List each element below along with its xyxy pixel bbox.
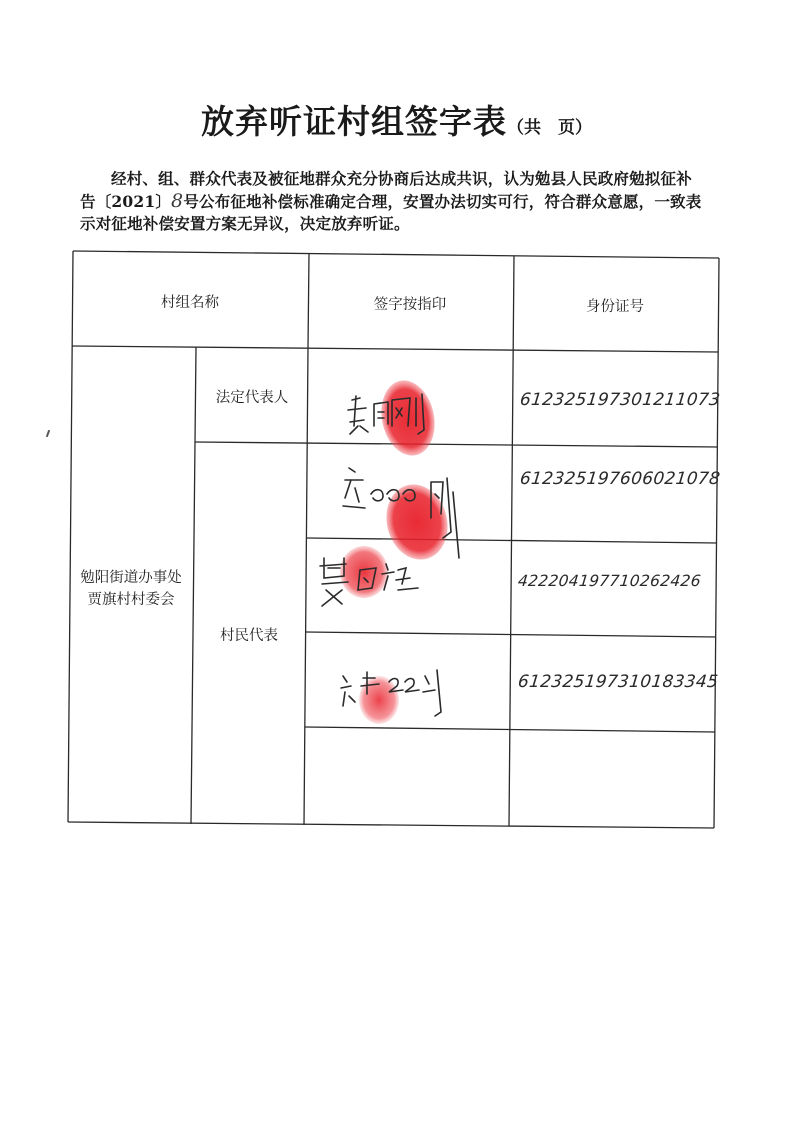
signature-fingerprint-row-1 — [330, 368, 450, 468]
id-number-row-1: 612325197301211073 — [518, 390, 722, 410]
village-name-line-2: 贾旗村村委会 — [87, 592, 175, 608]
signature-fingerprint-row-3 — [310, 540, 450, 630]
intro-line-1: 经村、组、群众代表及被征地群众充分协商后达成共识，认为勉县人民政府勉拟征补 — [111, 169, 692, 188]
signature-fingerprint-row-4 — [335, 652, 455, 732]
role-legal-representative: 法定代表人 — [215, 390, 289, 406]
handwritten-number: 8 — [171, 190, 184, 212]
id-number-row-3: 422204197710262426 — [517, 572, 702, 590]
title-page-count: （共 页） — [507, 118, 592, 138]
intro-line-2-end: 号公布征地补偿标准确定合理，安置办法切实可行，符合群众意愿，一致表 — [183, 192, 702, 211]
header-id-number: 身份证号 — [586, 299, 644, 315]
village-name-line-1: 勉阳街道办事处 — [80, 570, 182, 586]
title-main: 放弃听证村组签字表 — [201, 102, 507, 141]
intro-line-2-start: 告〔2021〕 — [80, 192, 172, 211]
header-village-name: 村组名称 — [161, 295, 219, 311]
id-number-row-4: 612325197310183345 — [516, 672, 720, 692]
header-signature: 签字按指印 — [373, 297, 447, 313]
role-villager-representative: 村民代表 — [220, 628, 278, 644]
village-name — [70, 567, 192, 611]
intro-line-3: 示对征地补偿安置方案无异议，决定放弃听证。 — [80, 214, 410, 233]
id-number-row-2: 612325197606021078 — [518, 469, 722, 489]
